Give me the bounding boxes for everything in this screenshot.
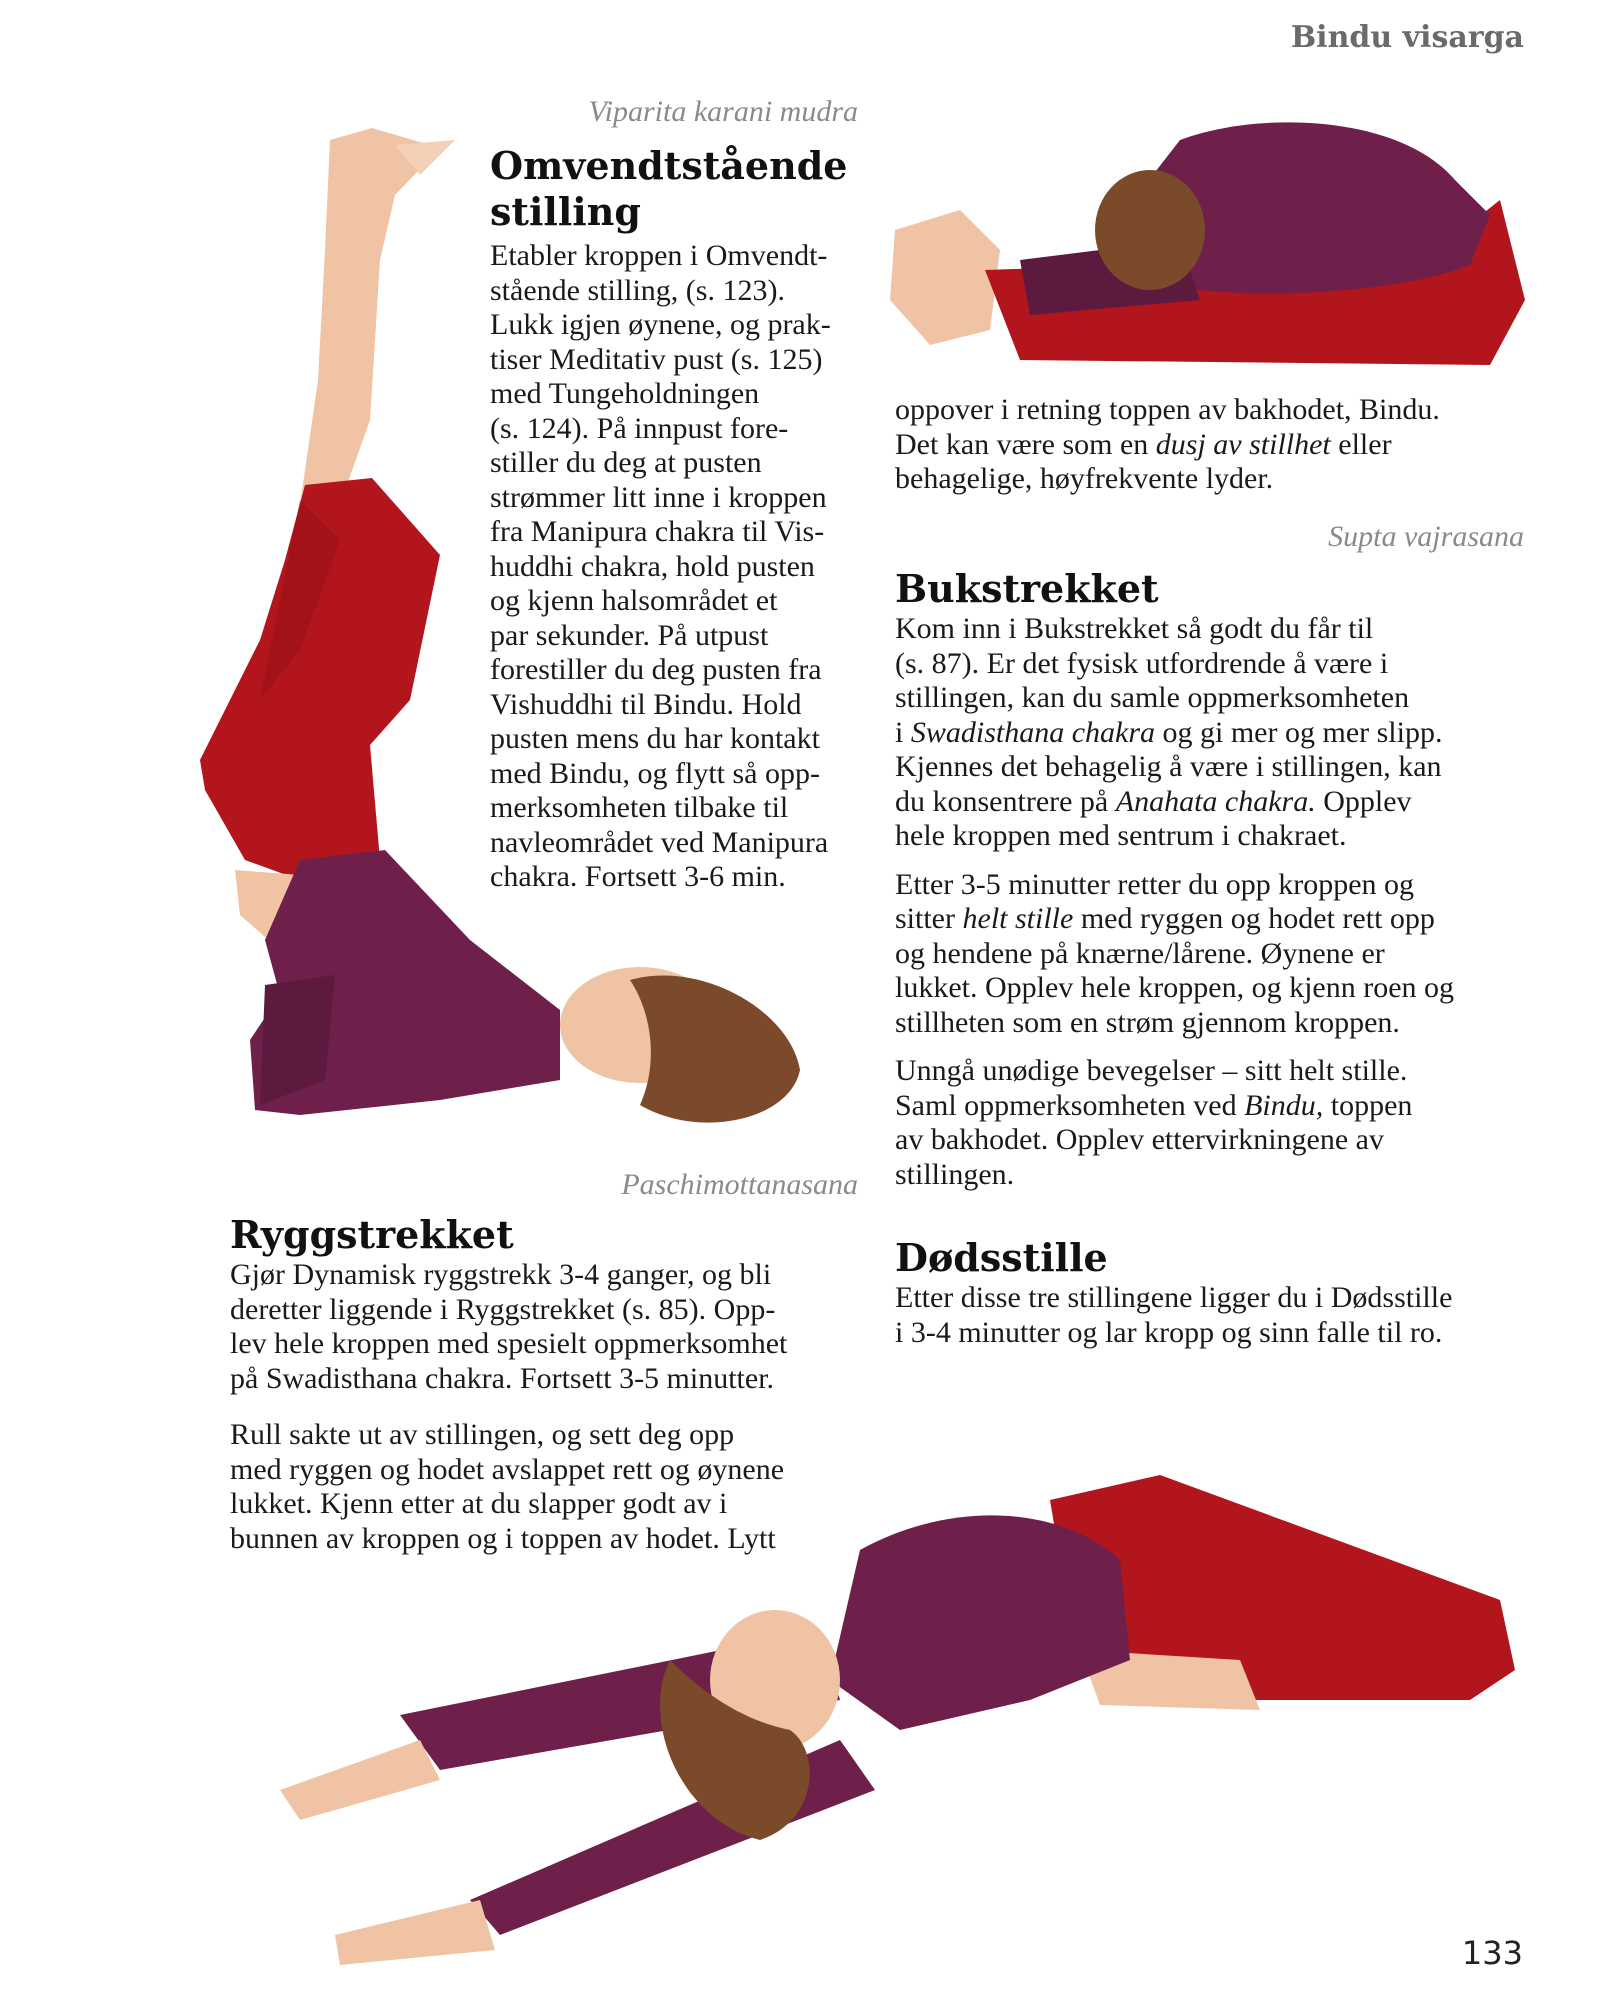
body-line: strømmer litt inne i kroppen — [490, 480, 827, 514]
body-line: deretter liggende i Ryggstrekket (s. 85). Opp- — [230, 1292, 776, 1326]
body-line: (s. 124). På innpust fore- — [490, 411, 789, 445]
paragraph: Unngå unødige bevegelser – sitt helt stille. Saml oppmerksomheten ved Bindu, toppen av bakhodet. Opplev ettervirkningene av stillingen. — [895, 1054, 1413, 1191]
sanskrit-name: Paschimottanasana — [621, 1168, 858, 1201]
title-line-2: stilling — [490, 189, 641, 234]
body-line: chakra. Fortsett 3-6 min. — [490, 860, 786, 893]
page-number: 133 — [1461, 1934, 1523, 1972]
body-line: fra Manipura chakra til Vis- — [490, 515, 825, 548]
section-body — [895, 1281, 1452, 1350]
section-title: Bukstrekket — [895, 566, 1159, 611]
body-line: bunnen av kroppen og i toppen av hodet. Lytt — [230, 1521, 776, 1555]
body-line: merksomheten tilbake til — [490, 791, 789, 824]
paragraph: Kom inn i Bukstrekket så godt du får til (s. 87). Er det fysisk utfordrende å være i stillingen, kan du samle oppmerksomheten i Swadisthana chakra og gi mer og mer slipp. Kjennes det behagelig å være i stillingen, kan du konsentrere på Anahata chakra. Opplev hele kroppen med sentrum i chakraet. — [895, 612, 1443, 852]
body-line: med Tungeholdningen — [490, 377, 760, 410]
sanskrit-name: Supta vajrasana — [1328, 520, 1524, 553]
section-body — [895, 612, 1454, 1192]
body-line: Rull sakte ut av stillingen, og sett deg opp — [230, 1418, 735, 1451]
section-ryggstrekket — [230, 1212, 787, 1570]
body-line: Etter disse tre stillingene ligger du i Dødsstille — [895, 1281, 1453, 1314]
body-line: navleområdet ved Manipura — [490, 825, 829, 859]
body-line: lev hele kroppen med spesielt oppmerksomhet — [230, 1327, 788, 1360]
body-line: Vishuddhi til Bindu. Hold — [490, 687, 802, 721]
body-line: i 3-4 minutter og lar kropp og sinn falle til ro. — [895, 1315, 1443, 1349]
body-line: huddhi chakra, hold pusten — [490, 549, 815, 583]
body-line: lukket. Kjenn etter at du slapper godt av i — [230, 1487, 728, 1520]
body-line: Etabler kroppen i Omvendt- — [490, 239, 828, 272]
paragraph — [230, 1418, 787, 1556]
body-line: med Bindu, og flytt så opp- — [490, 756, 820, 790]
paragraph — [230, 1258, 787, 1396]
section-title: Dødsstille — [895, 1235, 1108, 1280]
section-bukstrekket — [895, 566, 1454, 1206]
section-title — [490, 143, 847, 235]
body-line: oppover i retning toppen av bakhodet, Bindu. — [895, 393, 1440, 426]
body-line: Lukk igjen øynene, og prak- — [490, 308, 831, 341]
body-line: par sekunder. På utpust — [490, 618, 769, 652]
body-line: stående stilling, (s. 123). — [490, 273, 785, 307]
body-line: Det kan være som en dusj av stillhet eller — [895, 427, 1392, 461]
body-line: stiller du deg at pusten — [490, 446, 762, 479]
body-line: og kjenn halsområdet et — [490, 584, 778, 617]
continuation-paragraph — [895, 393, 1440, 497]
title-line-1: Omvendtstående — [490, 143, 848, 188]
section-omvendtstaende — [490, 143, 847, 895]
section-body — [230, 1258, 787, 1556]
section-title: Ryggstrekket — [230, 1212, 514, 1257]
running-head: Bindu visarga — [1290, 20, 1524, 55]
sanskrit-name: Viparita karani mudra — [588, 95, 858, 128]
body-line: tiser Meditativ pust (s. 125) — [490, 342, 823, 376]
body-line: behagelige, høyfrekvente lyder. — [895, 462, 1274, 495]
body-line: med ryggen og hodet avslappet rett og øynene — [230, 1452, 785, 1486]
section-dodsstille — [895, 1235, 1452, 1350]
body-line: forestiller du deg pusten fra — [490, 653, 822, 686]
body-line: pusten mens du har kontakt — [490, 722, 820, 755]
body-line: på Swadisthana chakra. Fortsett 3-5 minutter. — [230, 1361, 775, 1395]
section-body — [490, 239, 847, 895]
body-line: Gjør Dynamisk ryggstrekk 3-4 ganger, og bli — [230, 1258, 772, 1291]
paragraph: Etter 3-5 minutter retter du opp kroppen og sitter helt stille med ryggen og hodet rett opp og hendene på knærne/lårene. Øynene er lukket. Opplev hele kroppen, og kjenn roen og stillheten som en strøm gjennom kroppen. — [895, 867, 1455, 1039]
